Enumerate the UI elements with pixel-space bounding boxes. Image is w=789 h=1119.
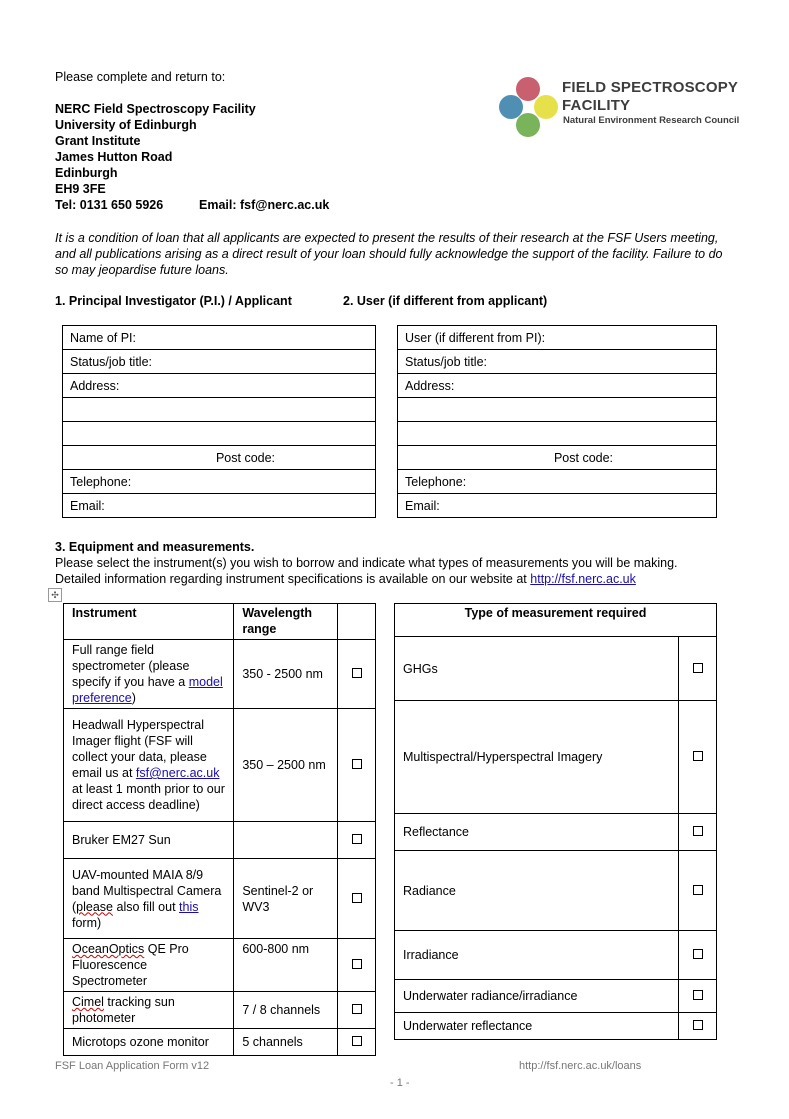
user-address-line3-field[interactable] [398,422,717,446]
logo-title-line2: FACILITY [562,97,631,114]
table-row [64,640,376,709]
instrument-name: Microtops ozone monitor [64,1029,234,1056]
measurement-checkbox[interactable] [693,826,703,836]
user-name-field[interactable]: User (if different from PI): [398,326,717,350]
measurement-checkbox[interactable] [693,949,703,959]
pi-address-field[interactable]: Address: [63,374,376,398]
instrument-name: Cimel tracking sun photometer [64,992,234,1029]
logo-circle-red [516,77,540,101]
instrument-table [63,603,376,1056]
table-row [64,1029,376,1056]
measurement-type: Reflectance [395,814,679,851]
measurement-type: Irradiance [395,931,679,980]
measurement-checkbox[interactable] [693,990,703,1000]
address-line: James Hutton Road [55,150,173,164]
wavelength-value: 350 - 2500 nm [234,640,338,709]
loan-condition-text: It is a condition of loan that all applicants are expected to present the results of their research at the FSF Users meeting, and all publications arising as a direct result of your loan should fully acknowledge the support of the facility. Failure to do so may jeopardise future loans. [55,231,723,277]
return-to-label: Please complete and return to: [55,70,226,84]
user-details-table [397,325,717,518]
measurement-type: Underwater radiance/irradiance [395,980,679,1013]
logo-circle-green [516,113,540,137]
pi-telephone-field[interactable]: Telephone: [63,470,376,494]
address-line: EH9 3FE [55,182,106,196]
address-line: Grant Institute [55,134,141,148]
instrument-name: Full range field spectrometer (please specify if you have a model preference) [64,640,234,709]
table-row [64,939,376,992]
table-move-icon[interactable]: ✣ [48,588,62,602]
pi-email-field[interactable]: Email: [63,494,376,518]
section3-website-line [55,572,636,586]
address-line: NERC Field Spectroscopy Facility [55,102,256,116]
instrument-checkbox[interactable] [352,759,362,769]
pi-address-line3-field[interactable] [63,422,376,446]
pi-status-field[interactable]: Status/job title: [63,350,376,374]
table-row [395,637,717,701]
table-row [395,851,717,931]
measurement-checkbox[interactable] [693,663,703,673]
fsf-email-link[interactable]: fsf@nerc.ac.uk [135,766,220,780]
measurement-checkbox[interactable] [693,751,703,761]
page-number: - 1 - [390,1077,410,1089]
table-row [395,931,717,980]
instrument-checkbox[interactable] [352,1004,362,1014]
pi-name-field[interactable]: Name of PI: [63,326,376,350]
instrument-name: UAV-mounted MAIA 8/9 band Multispectral Camera (please also fill out this form) [64,859,234,939]
instrument-checkbox[interactable] [352,668,362,678]
user-status-field[interactable]: Status/job title: [398,350,717,374]
section2-title: 2. User (if different from applicant) [343,294,548,308]
instrument-checkbox[interactable] [352,834,362,844]
maia-form-link[interactable]: this [179,899,199,914]
table-row [395,1013,717,1040]
measurement-checkbox[interactable] [693,1020,703,1030]
section1-title: 1. Principal Investigator (P.I.) / Applicant [55,294,292,308]
table-row [395,701,717,814]
instrument-checkbox[interactable] [352,893,362,903]
wavelength-value: 350 – 2500 nm [234,709,338,822]
measurement-header: Type of measurement required [395,604,717,637]
email-line: Email: fsf@nerc.ac.uk [199,198,330,212]
table-row [64,822,376,859]
instrument-name: Headwall Hyperspectral Imager flight (FSF will collect your data, please email us at fsf@nerc.ac.uk at least 1 month prior to our direct access deadline) [64,709,234,822]
section3-website-text: Detailed information regarding instrument specifications is available on our website at [55,572,531,586]
user-address-field[interactable]: Address: [398,374,717,398]
model-preference-link[interactable]: model preference [72,675,223,705]
logo-subtitle: Natural Environment Research Council [563,115,740,126]
section3-title: 3. Equipment and measurements. [55,540,255,554]
user-telephone-field[interactable]: Telephone: [398,470,717,494]
measurement-type: Underwater reflectance [395,1013,679,1040]
instrument-name: Bruker EM27 Sun [64,822,234,859]
instrument-checkbox[interactable] [352,1036,362,1046]
measurement-table [394,603,717,1040]
measurement-type: Multispectral/Hyperspectral Imagery [395,701,679,814]
user-email-field[interactable]: Email: [398,494,717,518]
wavelength-value: 600-800 nm [234,939,338,992]
footer-form-version: FSF Loan Application Form v12 [55,1060,210,1072]
measurement-type: Radiance [395,851,679,931]
tel-line: Tel: 0131 650 5926 [55,198,164,212]
instrument-header: Instrument [64,604,234,640]
pi-address-line2-field[interactable] [63,398,376,422]
address-line: University of Edinburgh [55,118,197,132]
measurement-type: GHGs [395,637,679,701]
wavelength-value: Sentinel-2 or WV3 [234,859,338,939]
section3-instructions: Please select the instrument(s) you wish to borrow and indicate what types of measurements you will be making. [55,556,678,570]
pi-details-table [62,325,376,518]
table-row [64,859,376,939]
wavelength-value: 7 / 8 channels [234,992,338,1029]
pi-postcode-field[interactable]: Post code: [63,446,376,470]
user-address-line2-field[interactable] [398,398,717,422]
user-postcode-field[interactable]: Post code: [398,446,717,470]
wavelength-header: Wavelength range [234,604,338,640]
table-row [395,814,717,851]
address-line: Edinburgh [55,166,118,180]
wavelength-value [234,822,338,859]
table-row [64,992,376,1029]
instrument-name: OceanOptics QE Pro Fluorescence Spectrometer [64,939,234,992]
fsf-website-link[interactable]: http://fsf.nerc.ac.uk [530,572,636,586]
table-row [64,709,376,822]
footer-url: http://fsf.nerc.ac.uk/loans [519,1060,642,1072]
measurement-checkbox[interactable] [693,885,703,895]
wavelength-value: 5 channels [234,1029,338,1056]
table-row [395,980,717,1013]
instrument-checkbox[interactable] [352,959,362,969]
logo-title-line1: FIELD SPECTROSCOPY [562,79,739,96]
logo-circle-yellow [534,95,558,119]
